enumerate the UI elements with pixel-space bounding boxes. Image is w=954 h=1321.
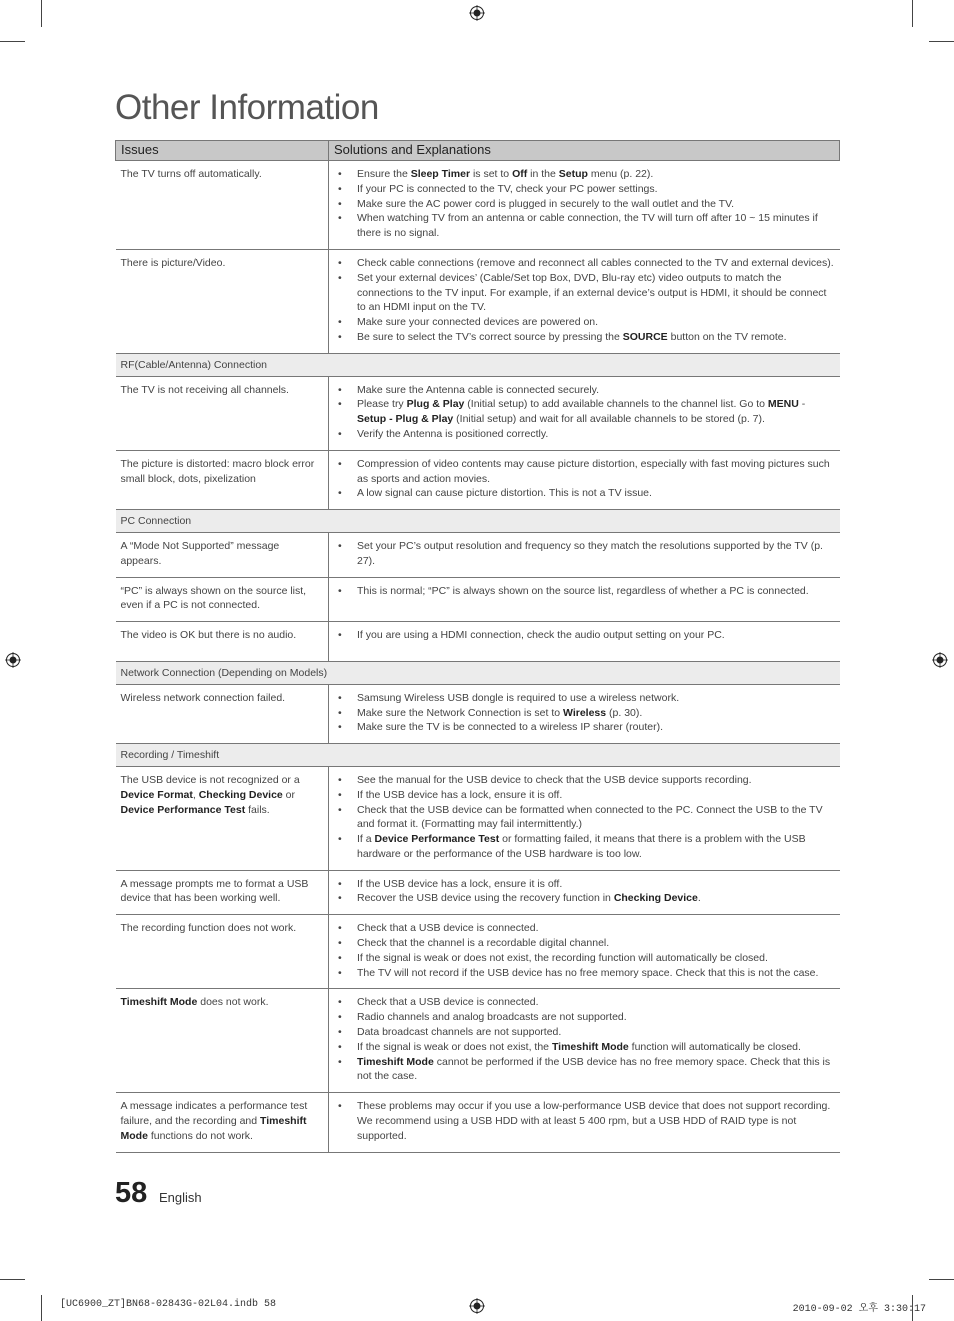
- table-row: [116, 989, 840, 1093]
- text-segment: ,: [192, 788, 199, 801]
- section-label: Recording / Timeshift: [116, 744, 840, 767]
- issue-cell: [116, 450, 329, 509]
- text-segment: There is picture/Video.: [120, 256, 226, 269]
- text-segment: cannot be performed if the USB device has no free memory space. Check that this is not the case.: [357, 1055, 831, 1083]
- table-row: [116, 1093, 840, 1152]
- section-header-row: [116, 744, 840, 767]
- bold-term: Setup - Plug & Play: [357, 413, 454, 426]
- issue-cell: [116, 622, 329, 662]
- text-segment: The picture is distorted: macro block error small block, dots, pixelization: [120, 457, 315, 485]
- text-segment: Ensure the: [357, 168, 411, 180]
- bold-term: Timeshift Mode: [120, 1115, 307, 1142]
- solution-cell: [329, 766, 840, 870]
- crop-mark: [929, 1279, 954, 1280]
- text-segment: If a: [357, 833, 375, 846]
- text-segment: Recover the USB device using the recovery function in: [357, 892, 614, 905]
- list-item: [334, 539, 835, 569]
- text-segment: The USB device is not recognized or a: [120, 773, 300, 786]
- solution-list: [334, 773, 835, 862]
- issue-cell: [116, 161, 329, 250]
- text-segment: If the signal is weak or does not exist, the recording function will automatically be closed.: [357, 951, 768, 964]
- solution-list: [334, 1099, 835, 1143]
- registration-mark-icon: [469, 1298, 485, 1314]
- text-segment: If your PC is connected to the TV, check your PC power settings.: [357, 182, 658, 195]
- text-segment: A message prompts me to format a USB device that has been working well.: [120, 877, 309, 905]
- text-segment: Data broadcast channels are not supported.: [357, 1026, 562, 1039]
- text-segment: A “Mode Not Supported” message appears.: [120, 539, 280, 567]
- list-item: [334, 167, 835, 182]
- text-segment: Compression of video contents may cause picture distortion, especially with fast moving pictures such as sports and action movies.: [357, 457, 830, 485]
- section-header-row: [116, 510, 840, 533]
- text-segment: function will automatically be closed.: [628, 1040, 801, 1053]
- section-header-row: [116, 661, 840, 684]
- list-item: [334, 457, 835, 487]
- table-row: [116, 532, 840, 577]
- solution-list: [334, 628, 835, 643]
- solution-list: [334, 256, 835, 345]
- issue-cell: [116, 684, 329, 743]
- table-row: [116, 870, 840, 915]
- text-segment: If the signal is weak or does not exist, the: [357, 1040, 552, 1053]
- solutions-column-header: Solutions and Explanations: [329, 141, 840, 161]
- text-segment: The recording function does not work.: [120, 922, 297, 935]
- list-item: [334, 211, 835, 241]
- list-item: [334, 1099, 835, 1143]
- list-item: [334, 773, 835, 788]
- bold-term: Off: [512, 168, 528, 180]
- text-segment: does not work.: [197, 996, 269, 1009]
- text-segment: See the manual for the USB device to check that the USB device supports recording.: [357, 773, 752, 786]
- list-item: [334, 1010, 835, 1025]
- table-row: [116, 450, 840, 509]
- text-segment: The TV is not receiving all channels.: [120, 383, 289, 396]
- list-item: [334, 397, 835, 427]
- list-item: [334, 803, 835, 833]
- table-row: [116, 622, 840, 662]
- list-item: [334, 628, 835, 643]
- list-item: [334, 691, 835, 706]
- solution-list: [334, 457, 835, 501]
- issue-cell: [116, 376, 329, 450]
- text-segment: “PC” is always shown on the source list, even if a PC is not connected.: [120, 584, 307, 612]
- table-row: [116, 249, 840, 353]
- bold-term: Plug & Play: [406, 398, 465, 411]
- section-header-row: [116, 353, 840, 376]
- footer-timestamp: 2010-09-02 오후 3:30:17: [792, 1304, 926, 1315]
- bold-term: Device Format: [120, 788, 193, 801]
- solution-list: [334, 167, 835, 241]
- text-segment: A low signal can cause picture distortion. This is not a TV issue.: [357, 487, 652, 500]
- list-item: [334, 877, 835, 892]
- bold-term: Timeshift Mode: [120, 996, 198, 1009]
- text-segment: in the: [527, 168, 559, 180]
- bold-term: MENU: [767, 398, 799, 411]
- text-segment: is set to: [470, 168, 513, 180]
- table-row: [116, 684, 840, 743]
- solution-cell: [329, 161, 840, 250]
- solution-list: [334, 539, 835, 569]
- text-segment: functions do not work.: [147, 1129, 253, 1142]
- solution-list: [334, 921, 835, 980]
- solution-cell: [329, 249, 840, 353]
- table-row: [116, 915, 840, 989]
- text-segment: Radio channels and analog broadcasts are not supported.: [357, 1011, 627, 1024]
- solution-cell: [329, 684, 840, 743]
- list-item: [334, 1025, 835, 1040]
- list-item: [334, 197, 835, 212]
- list-item: [334, 383, 835, 398]
- text-segment: If the USB device has a lock, ensure it is off.: [357, 788, 563, 801]
- table-row: [116, 376, 840, 450]
- bold-term: SOURCE: [622, 330, 668, 343]
- list-item: [334, 936, 835, 951]
- list-item: [334, 720, 835, 735]
- solution-list: [334, 584, 835, 599]
- list-item: [334, 1040, 835, 1055]
- crop-mark: [0, 1279, 25, 1280]
- table-row: [116, 161, 840, 250]
- section-label: RF(Cable/Antenna) Connection: [116, 353, 840, 376]
- issue-cell: [116, 577, 329, 622]
- text-segment: or: [282, 788, 296, 801]
- list-item: [334, 951, 835, 966]
- solution-cell: [329, 1093, 840, 1152]
- list-item: [334, 891, 835, 906]
- text-segment: These problems may occur if you use a low-performance USB device that does not support recording. We recommend using a USB HDD with at least 5 400 rpm, but a USB HDD of RAID type is not supported.: [357, 1100, 831, 1142]
- text-segment: Wireless network connection failed.: [120, 691, 286, 704]
- text-segment: or formatting failed, it means that there is a problem with the USB hardware or the performance of the USB hardware is too low.: [357, 833, 806, 860]
- list-item: [334, 995, 835, 1010]
- text-segment: Make sure your connected devices are powered on.: [357, 316, 599, 329]
- crop-mark: [912, 0, 913, 27]
- text-segment: Make sure the AC power cord is plugged in securely to the wall outlet and the TV.: [357, 197, 735, 210]
- text-segment: Make sure the TV is be connected to a wireless IP sharer (router).: [357, 721, 664, 734]
- bold-term: Checking Device: [613, 892, 698, 905]
- troubleshooting-table: [115, 140, 840, 1153]
- solution-cell: [329, 532, 840, 577]
- issues-column-header: Issues: [116, 141, 329, 161]
- text-segment: (Initial setup) to add available channels to the channel list. Go to: [464, 398, 768, 411]
- text-segment: When watching TV from an antenna or cable connection, the TV will turn off after 10 ~ 15 minutes if there is no signal.: [357, 212, 818, 240]
- table-row: [116, 766, 840, 870]
- list-item: [334, 706, 835, 721]
- bold-term: Checking Device: [198, 788, 283, 801]
- text-segment: button on the TV remote.: [667, 330, 787, 343]
- bold-term: Device Performance Test: [374, 833, 500, 846]
- registration-mark-icon: [5, 652, 21, 668]
- footer-file-info: [UC6900_ZT]BN68-02843G-02L04.indb 58: [60, 1299, 277, 1310]
- text-segment: The TV will not record if the USB device has no free memory space. Check that this is not the case.: [357, 966, 819, 979]
- bold-term: Timeshift Mode: [551, 1040, 629, 1053]
- solution-list: [334, 877, 835, 907]
- text-segment: This is normal; “PC” is always shown on the source list, regardless of whether a PC is connected.: [357, 584, 809, 597]
- text-segment: Please try: [357, 398, 407, 411]
- solution-list: [334, 691, 835, 735]
- section-label: Network Connection (Depending on Models): [116, 661, 840, 684]
- solution-cell: [329, 376, 840, 450]
- list-item: [334, 427, 835, 442]
- text-segment: Samsung Wireless USB dongle is required to use a wireless network.: [357, 691, 680, 704]
- list-item: [334, 330, 835, 345]
- table-row: [116, 577, 840, 622]
- solution-cell: [329, 870, 840, 915]
- issue-cell: [116, 870, 329, 915]
- issue-cell: [116, 532, 329, 577]
- text-segment: Be sure to select the TV’s correct source by pressing the: [357, 330, 623, 343]
- text-segment: If the USB device has a lock, ensure it is off.: [357, 877, 563, 890]
- text-segment: Check that a USB device is connected.: [357, 996, 539, 1009]
- registration-mark-icon: [469, 5, 485, 21]
- bold-term: Timeshift Mode: [357, 1055, 434, 1068]
- issue-cell: [116, 989, 329, 1093]
- text-segment: (p. 30).: [606, 706, 643, 719]
- solution-list: [334, 995, 835, 1084]
- text-segment: menu (p. 22).: [587, 168, 654, 180]
- solution-list: [334, 383, 835, 442]
- page-number: 58: [115, 1177, 148, 1209]
- text-segment: Set your external devices’ (Cable/Set top Box, DVD, Blu-ray etc) video outputs to match the connections to the TV input. For example, if an external device’s output is HDMI, it should be connect to an HDMI input on the TV.: [357, 271, 827, 314]
- text-segment: A message indicates a performance test failure, and the recording and: [120, 1100, 308, 1128]
- text-segment: Set your PC’s output resolution and frequency so they match the resolutions supported by the TV (p. 27).: [357, 539, 823, 567]
- text-segment: .: [697, 892, 701, 905]
- list-item: [334, 486, 835, 501]
- text-segment: If you are using a HDMI connection, check the audio output setting on your PC.: [357, 629, 725, 642]
- solution-cell: [329, 450, 840, 509]
- list-item: [334, 256, 835, 271]
- page-language: English: [159, 1190, 202, 1205]
- list-item: [334, 182, 835, 197]
- list-item: [334, 832, 835, 862]
- table-header-row: [116, 141, 840, 161]
- list-item: [334, 788, 835, 803]
- text-segment: The video is OK but there is no audio.: [120, 629, 297, 642]
- text-segment: Check that a USB device is connected.: [357, 922, 539, 935]
- text-segment: Make sure the Network Connection is set to: [357, 706, 564, 719]
- registration-mark-icon: [932, 652, 948, 668]
- list-item: [334, 584, 835, 599]
- bold-term: Setup: [558, 168, 588, 180]
- solution-cell: [329, 577, 840, 622]
- list-item: [334, 271, 835, 315]
- text-segment: Check cable connections (remove and reconnect all cables connected to the TV and external devices).: [357, 256, 834, 269]
- crop-mark: [0, 41, 25, 42]
- text-segment: -: [798, 398, 806, 411]
- issue-cell: [116, 1093, 329, 1152]
- text-segment: The TV turns off automatically.: [120, 168, 262, 180]
- text-segment: Make sure the Antenna cable is connected securely.: [357, 383, 600, 396]
- text-segment: fails.: [245, 803, 270, 816]
- table-body: [116, 161, 840, 1153]
- list-item: [334, 921, 835, 936]
- page-title: Other Information: [115, 88, 379, 127]
- text-segment: Check that the channel is a recordable digital channel.: [357, 937, 610, 950]
- crop-mark: [929, 41, 954, 42]
- list-item: [334, 315, 835, 330]
- bold-term: Sleep Timer: [410, 168, 471, 180]
- bold-term: Device Performance Test: [120, 803, 246, 816]
- solution-cell: [329, 915, 840, 989]
- text-segment: Check that the USB device can be formatted when connected to the PC. Connect the USB to the TV and format it. (Formatting may fail intermittently.): [357, 803, 823, 831]
- issue-cell: [116, 249, 329, 353]
- solution-cell: [329, 622, 840, 662]
- issue-cell: [116, 915, 329, 989]
- list-item: [334, 1055, 835, 1085]
- issue-cell: [116, 766, 329, 870]
- list-item: [334, 966, 835, 981]
- text-segment: Verify the Antenna is positioned correctly.: [357, 427, 549, 440]
- solution-cell: [329, 989, 840, 1093]
- crop-mark: [41, 0, 42, 27]
- section-label: PC Connection: [116, 510, 840, 533]
- bold-term: Wireless: [563, 706, 607, 719]
- text-segment: (Initial setup) and wait for all available channels to be stored (p. 7).: [453, 413, 765, 426]
- crop-mark: [41, 1295, 42, 1321]
